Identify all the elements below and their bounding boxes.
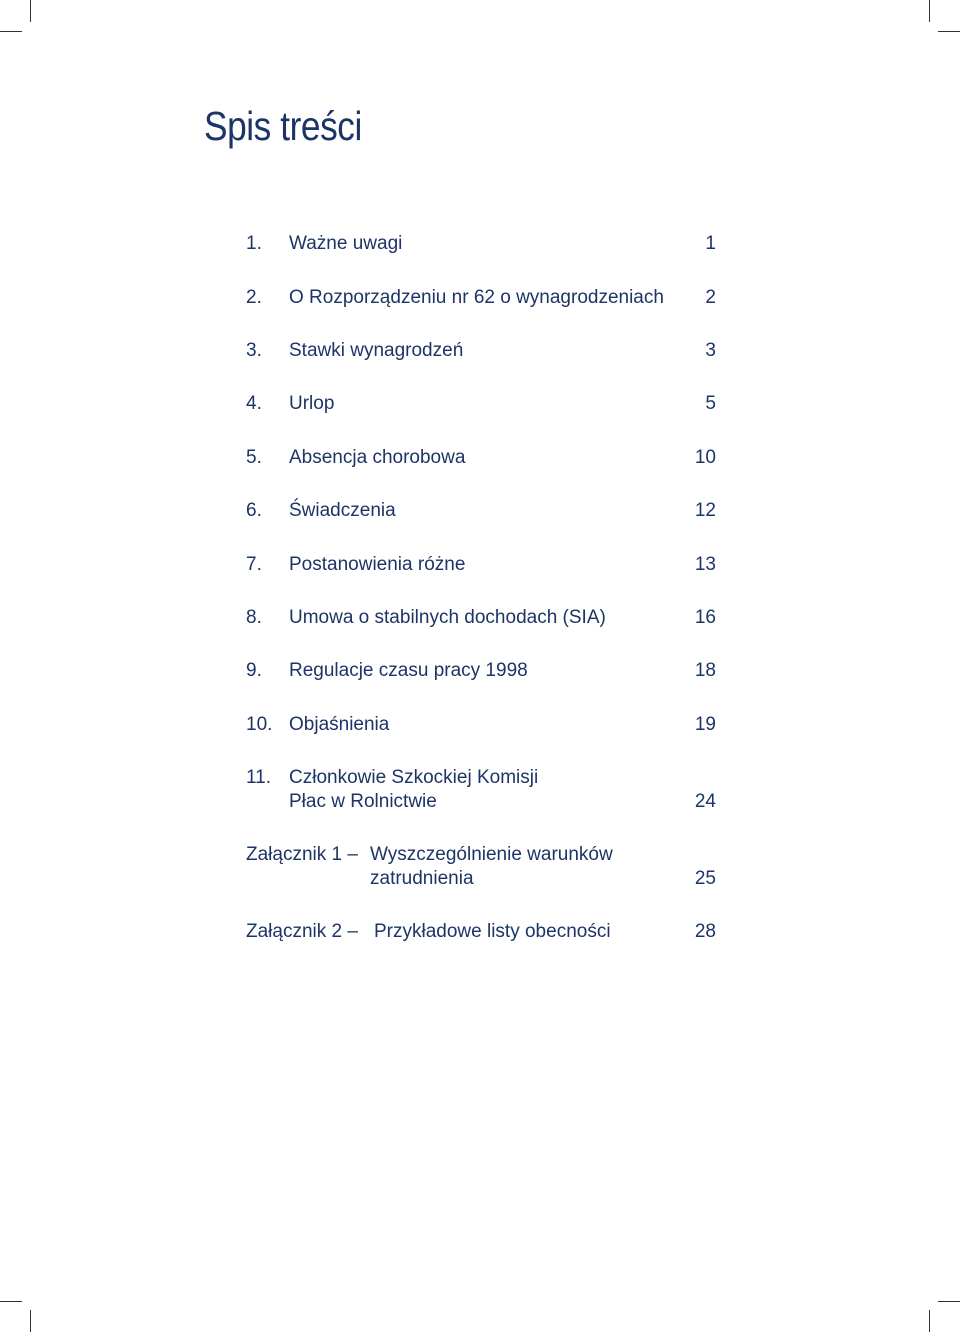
toc-entry-page: 2: [705, 287, 716, 308]
toc-entry-page: 3: [705, 340, 716, 361]
toc-entry-label-line2: Płac w Rolnictwie: [289, 791, 437, 812]
toc-entry-number: 6.: [246, 500, 262, 521]
toc-entry-page: 13: [694, 554, 716, 575]
toc-entry-number: 10.: [246, 714, 273, 735]
annex-entry-label: Przykładowe listy obecności: [374, 921, 611, 942]
toc-entry-label: Absencja chorobowa: [289, 447, 466, 468]
annex-entry-prefix: Załącznik 1 –: [246, 844, 358, 865]
crop-mark-bottom-left-vertical: [30, 1310, 31, 1332]
crop-mark-top-left-vertical: [30, 0, 31, 22]
toc-entry-label: Regulacje czasu pracy 1998: [289, 660, 528, 681]
toc-entry-page: 12: [694, 500, 716, 521]
toc-entry-page: 19: [694, 714, 716, 735]
toc-entry-page: 24: [694, 791, 716, 812]
crop-mark-bottom-right-vertical: [929, 1310, 930, 1332]
toc-entry-number: 7.: [246, 554, 262, 575]
toc-entry-number: 3.: [246, 340, 262, 361]
toc-entry-label: Stawki wynagrodzeń: [289, 340, 464, 361]
toc-entry-page: 16: [694, 607, 716, 628]
toc-entry-label: Członkowie Szkockiej Komisji: [289, 767, 539, 788]
toc-entry-page: 10: [694, 447, 716, 468]
toc-entry-label: Urlop: [289, 393, 335, 414]
annex-entry-prefix: Załącznik 2 –: [246, 921, 358, 942]
crop-mark-top-left-horizontal: [0, 31, 22, 32]
annex-entry-label: Wyszczególnienie warunków: [370, 844, 613, 865]
crop-mark-top-right-vertical: [929, 0, 930, 22]
toc-entry-number: 11.: [246, 767, 272, 788]
toc-entry-page: 18: [694, 660, 716, 681]
toc-entry-label: Objaśnienia: [289, 714, 390, 735]
annex-entry-page: 25: [694, 868, 716, 889]
toc-entry-page: 1: [705, 233, 716, 254]
crop-mark-bottom-left-horizontal: [0, 1301, 22, 1302]
crop-mark-bottom-right-horizontal: [938, 1301, 960, 1302]
toc-entry-label: Ważne uwagi: [289, 233, 403, 254]
toc-entry-number: 8.: [246, 607, 262, 628]
page-title: Spis treści: [204, 103, 362, 149]
toc-entry-number: 9.: [246, 660, 262, 681]
annex-entry-label-line2: zatrudnienia: [370, 868, 474, 889]
toc-entry-number: 4.: [246, 393, 262, 414]
toc-entry-label: Postanowienia różne: [289, 554, 466, 575]
toc-entry-number: 2.: [246, 287, 262, 308]
toc-entry-label: O Rozporządzeniu nr 62 o wynagrodzeniach: [289, 287, 664, 308]
toc-entry-number: 5.: [246, 447, 262, 468]
annex-entry-page: 28: [694, 921, 716, 942]
crop-mark-top-right-horizontal: [938, 31, 960, 32]
toc-entry-label: Świadczenia: [289, 500, 396, 521]
toc-entry-page: 5: [705, 393, 716, 414]
toc-entry-label: Umowa o stabilnych dochodach (SIA): [289, 607, 606, 628]
toc-entry-number: 1.: [246, 233, 262, 254]
